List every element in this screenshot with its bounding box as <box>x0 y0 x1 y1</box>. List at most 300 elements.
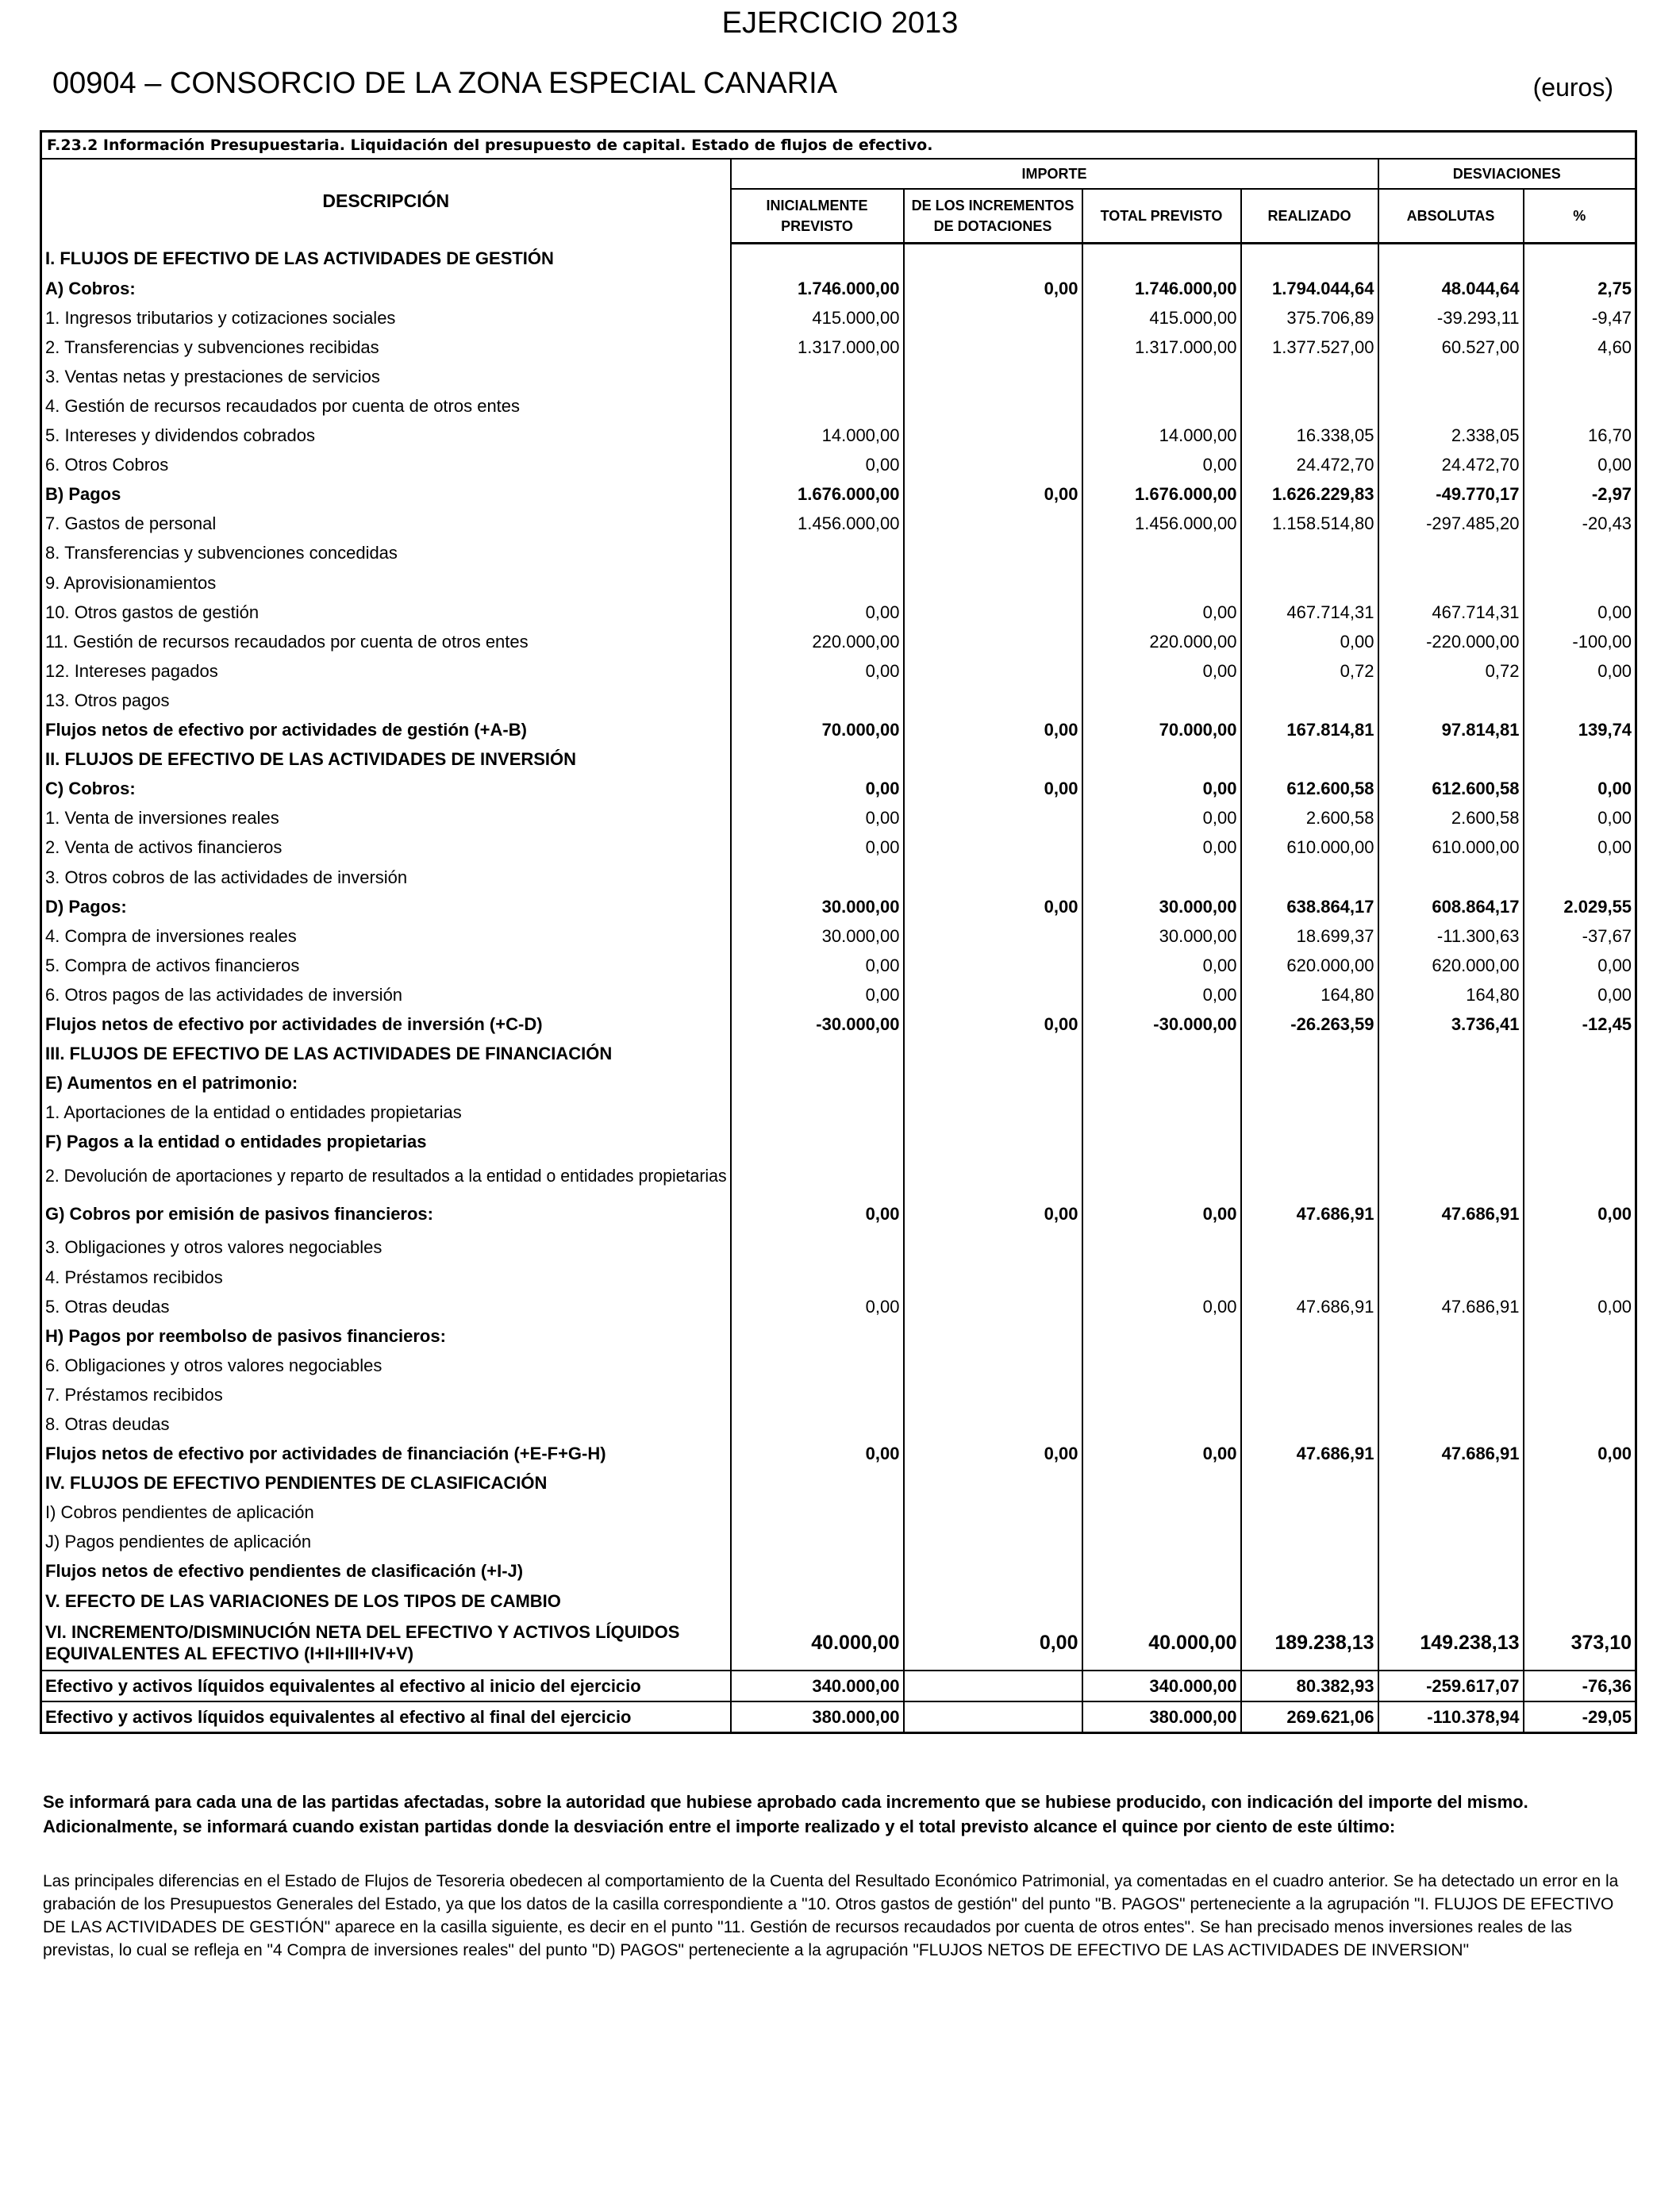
cell-inicial <box>731 1128 904 1157</box>
cell-inicial: 0,00 <box>731 451 904 480</box>
cell-realizado: 638.864,17 <box>1241 892 1378 921</box>
cell-inicial <box>731 1157 904 1195</box>
row-description: 6. Otros Cobros <box>41 451 731 480</box>
row-description: 7. Gastos de personal <box>41 509 731 539</box>
table-row <box>41 598 1636 627</box>
cell-inicial: 0,00 <box>731 833 904 863</box>
cell-incrementos <box>904 951 1082 980</box>
row-description: 5. Intereses y dividendos cobrados <box>41 421 731 451</box>
table-row <box>41 1233 1636 1263</box>
row-description: 1. Venta de inversiones reales <box>41 804 731 833</box>
cell-realizado: 1.377.527,00 <box>1241 333 1378 362</box>
table-row <box>41 1157 1636 1195</box>
cell-inicial: 380.000,00 <box>731 1701 904 1733</box>
cell-incrementos <box>904 1498 1082 1528</box>
cell-pct: 0,00 <box>1524 833 1636 863</box>
cell-inicial <box>731 1040 904 1069</box>
cell-inicial <box>731 1263 904 1292</box>
table-row <box>41 509 1636 539</box>
cell-pct <box>1524 1157 1636 1195</box>
cell-incrementos <box>904 863 1082 892</box>
cell-realizado: -26.263,59 <box>1241 1009 1378 1039</box>
cell-absolutas: -39.293,11 <box>1378 303 1524 333</box>
cell-absolutas: 620.000,00 <box>1378 951 1524 980</box>
table-row <box>41 362 1636 391</box>
cell-pct <box>1524 1586 1636 1616</box>
cell-total <box>1082 1351 1241 1380</box>
table-row <box>41 745 1636 775</box>
cell-incrementos <box>904 509 1082 539</box>
cell-pct: 0,00 <box>1524 1195 1636 1233</box>
cell-pct: 2.029,55 <box>1524 892 1636 921</box>
cell-realizado <box>1241 391 1378 421</box>
row-description: 3. Otros cobros de las actividades de inversión <box>41 863 731 892</box>
cell-absolutas: -259.617,07 <box>1378 1671 1524 1701</box>
row-description: 3. Ventas netas y prestaciones de servicios <box>41 362 731 391</box>
cell-realizado <box>1241 1557 1378 1586</box>
cell-absolutas <box>1378 1157 1524 1195</box>
row-description: G) Cobros por emisión de pasivos financieros: <box>41 1195 731 1233</box>
cell-inicial <box>731 539 904 568</box>
row-description: 11. Gestión de recursos recaudados por cuenta de otros entes <box>41 627 731 656</box>
cell-incrementos <box>904 1292 1082 1321</box>
cell-realizado <box>1241 686 1378 715</box>
cell-realizado: 47.686,91 <box>1241 1292 1378 1321</box>
cell-realizado: 167.814,81 <box>1241 716 1378 745</box>
cell-inicial <box>731 1098 904 1128</box>
cell-incrementos: 0,00 <box>904 480 1082 509</box>
cell-realizado <box>1241 1586 1378 1616</box>
cell-total: 0,00 <box>1082 980 1241 1009</box>
cell-inicial: 0,00 <box>731 656 904 686</box>
cell-incrementos <box>904 1069 1082 1098</box>
table-row <box>41 244 1636 275</box>
cell-incrementos: 0,00 <box>904 775 1082 804</box>
row-description: 6. Otros pagos de las actividades de inversión <box>41 980 731 1009</box>
cell-absolutas <box>1378 1409 1524 1439</box>
cell-absolutas: 0,72 <box>1378 656 1524 686</box>
cell-realizado <box>1241 1233 1378 1263</box>
cell-realizado <box>1241 568 1378 598</box>
cell-total <box>1082 1128 1241 1157</box>
cell-absolutas: -110.378,94 <box>1378 1701 1524 1733</box>
cell-total: 0,00 <box>1082 833 1241 863</box>
cell-realizado: 610.000,00 <box>1241 833 1378 863</box>
table-row <box>41 980 1636 1009</box>
cell-pct <box>1524 244 1636 275</box>
table-row <box>41 951 1636 980</box>
cell-total <box>1082 1069 1241 1098</box>
cell-incrementos <box>904 303 1082 333</box>
cell-pct: 0,00 <box>1524 1440 1636 1469</box>
cell-absolutas <box>1378 1528 1524 1557</box>
cell-total <box>1082 686 1241 715</box>
cell-absolutas: -297.485,20 <box>1378 509 1524 539</box>
cell-absolutas <box>1378 863 1524 892</box>
row-description: H) Pagos por reembolso de pasivos financieros: <box>41 1321 731 1351</box>
cell-realizado: 2.600,58 <box>1241 804 1378 833</box>
cell-inicial: 0,00 <box>731 1195 904 1233</box>
table-row <box>41 1671 1636 1701</box>
table-row <box>41 451 1636 480</box>
row-description: Efectivo y activos líquidos equivalentes al efectivo al inicio del ejercicio <box>41 1671 731 1701</box>
row-description: 1. Aportaciones de la entidad o entidades propietarias <box>41 1098 731 1128</box>
cell-total: 0,00 <box>1082 598 1241 627</box>
row-description: 4. Gestión de recursos recaudados por cuenta de otros entes <box>41 391 731 421</box>
cell-realizado <box>1241 745 1378 775</box>
row-description: VI. INCREMENTO/DISMINUCIÓN NETA DEL EFECTIVO Y ACTIVOS LÍQUIDOS EQUIVALENTES AL EFECTIVO (I+II+III+IV+V) <box>41 1616 731 1671</box>
cell-incrementos <box>904 921 1082 951</box>
cell-total: 1.317.000,00 <box>1082 333 1241 362</box>
cell-pct: 0,00 <box>1524 656 1636 686</box>
cell-absolutas <box>1378 244 1524 275</box>
cell-total <box>1082 1263 1241 1292</box>
table-row <box>41 833 1636 863</box>
cell-total <box>1082 745 1241 775</box>
cell-realizado <box>1241 539 1378 568</box>
cell-realizado <box>1241 1157 1378 1195</box>
cell-inicial <box>731 1498 904 1528</box>
table-row <box>41 480 1636 509</box>
cell-pct <box>1524 863 1636 892</box>
currency-units: (euros) <box>1532 73 1613 102</box>
row-description: F) Pagos a la entidad o entidades propietarias <box>41 1128 731 1157</box>
cell-incrementos <box>904 1040 1082 1069</box>
cell-pct: -29,05 <box>1524 1701 1636 1733</box>
cell-realizado: 1.158.514,80 <box>1241 509 1378 539</box>
cell-absolutas: 97.814,81 <box>1378 716 1524 745</box>
cell-total: 220.000,00 <box>1082 627 1241 656</box>
cell-total: 0,00 <box>1082 451 1241 480</box>
col-percent: % <box>1524 189 1636 244</box>
cell-absolutas <box>1378 1098 1524 1128</box>
table-row <box>41 539 1636 568</box>
cell-realizado <box>1241 1528 1378 1557</box>
cell-realizado: 620.000,00 <box>1241 951 1378 980</box>
table-row <box>41 1380 1636 1409</box>
cell-inicial <box>731 244 904 275</box>
table-row <box>41 775 1636 804</box>
row-description: 4. Compra de inversiones reales <box>41 921 731 951</box>
row-description: 8. Otras deudas <box>41 1409 731 1439</box>
cell-absolutas <box>1378 1069 1524 1098</box>
cell-total <box>1082 539 1241 568</box>
document-title: EJERCICIO 2013 <box>721 6 959 40</box>
table-row <box>41 1409 1636 1439</box>
row-description: 2. Devolución de aportaciones y reparto de resultados a la entidad o entidades propietarias <box>41 1157 731 1195</box>
cell-realizado <box>1241 1380 1378 1409</box>
row-description: IV. FLUJOS DE EFECTIVO PENDIENTES DE CLASIFICACIÓN <box>41 1469 731 1498</box>
row-description: Flujos netos de efectivo por actividades de inversión (+C-D) <box>41 1009 731 1039</box>
cell-inicial: 30.000,00 <box>731 921 904 951</box>
cell-realizado: 189.238,13 <box>1241 1616 1378 1671</box>
cell-incrementos <box>904 1586 1082 1616</box>
cell-total <box>1082 1528 1241 1557</box>
cell-absolutas <box>1378 539 1524 568</box>
cell-total <box>1082 1498 1241 1528</box>
cell-pct <box>1524 1128 1636 1157</box>
cell-total <box>1082 1409 1241 1439</box>
cell-realizado: 18.699,37 <box>1241 921 1378 951</box>
cell-pct: 0,00 <box>1524 951 1636 980</box>
cell-total <box>1082 244 1241 275</box>
table-row <box>41 1263 1636 1292</box>
table-row <box>41 1040 1636 1069</box>
row-description: 4. Préstamos recibidos <box>41 1263 731 1292</box>
cell-inicial <box>731 1380 904 1409</box>
table-row <box>41 1009 1636 1039</box>
table-row <box>41 1128 1636 1157</box>
cell-incrementos: 0,00 <box>904 1616 1082 1671</box>
row-description: 2. Venta de activos financieros <box>41 833 731 863</box>
cell-pct <box>1524 1380 1636 1409</box>
cell-total: 340.000,00 <box>1082 1671 1241 1701</box>
row-description: 6. Obligaciones y otros valores negociables <box>41 1351 731 1380</box>
row-description: 1. Ingresos tributarios y cotizaciones sociales <box>41 303 731 333</box>
cell-inicial <box>731 1528 904 1557</box>
cell-realizado <box>1241 1469 1378 1498</box>
cell-realizado <box>1241 1128 1378 1157</box>
cell-inicial <box>731 1321 904 1351</box>
col-incrementos-dotaciones: DE LOS INCREMENTOS DE DOTACIONES <box>904 189 1082 244</box>
cell-pct: -9,47 <box>1524 303 1636 333</box>
cell-absolutas: 60.527,00 <box>1378 333 1524 362</box>
cell-pct: 2,75 <box>1524 274 1636 303</box>
cell-incrementos <box>904 1557 1082 1586</box>
cell-inicial: 1.317.000,00 <box>731 333 904 362</box>
cell-total: 0,00 <box>1082 1195 1241 1233</box>
cell-total <box>1082 863 1241 892</box>
row-description: I. FLUJOS DE EFECTIVO DE LAS ACTIVIDADES DE GESTIÓN <box>41 244 731 275</box>
cell-realizado <box>1241 1409 1378 1439</box>
cell-incrementos <box>904 451 1082 480</box>
table-row <box>41 686 1636 715</box>
cell-total <box>1082 1040 1241 1069</box>
cell-incrementos <box>904 598 1082 627</box>
table-row <box>41 656 1636 686</box>
row-description: Flujos netos de efectivo por actividades de gestión (+A-B) <box>41 716 731 745</box>
cell-realizado: 1.794.044,64 <box>1241 274 1378 303</box>
table-row <box>41 303 1636 333</box>
cell-inicial: 30.000,00 <box>731 892 904 921</box>
disclosure-note: Se informará para cada una de las partidas afectadas, sobre la autoridad que hubiese aprobado cada incremento que se hubiese producido, con indicación del importe del mismo. Adicionalmente, se informará cuando existan partidas donde la desviación entre el importe realizado y el total previsto alcance el quince por ciento de este último: <box>43 1792 1528 1836</box>
cell-incrementos <box>904 391 1082 421</box>
row-description: III. FLUJOS DE EFECTIVO DE LAS ACTIVIDADES DE FINANCIACIÓN <box>41 1040 731 1069</box>
row-description: 13. Otros pagos <box>41 686 731 715</box>
cell-pct: 0,00 <box>1524 1292 1636 1321</box>
cell-pct: -100,00 <box>1524 627 1636 656</box>
cell-pct <box>1524 1528 1636 1557</box>
cell-total: 30.000,00 <box>1082 921 1241 951</box>
table-row <box>41 1321 1636 1351</box>
cell-inicial: 415.000,00 <box>731 303 904 333</box>
table-row <box>41 1469 1636 1498</box>
row-description: D) Pagos: <box>41 892 731 921</box>
cell-pct: 0,00 <box>1524 598 1636 627</box>
cell-total: 380.000,00 <box>1082 1701 1241 1733</box>
row-description: 5. Compra de activos financieros <box>41 951 731 980</box>
table-row <box>41 716 1636 745</box>
row-description: 8. Transferencias y subvenciones concedidas <box>41 539 731 568</box>
cell-absolutas <box>1378 1380 1524 1409</box>
row-description: E) Aumentos en el patrimonio: <box>41 1069 731 1098</box>
cell-realizado <box>1241 244 1378 275</box>
cell-total: 0,00 <box>1082 1292 1241 1321</box>
cell-pct: 0,00 <box>1524 451 1636 480</box>
cell-inicial <box>731 1069 904 1098</box>
table-row <box>41 804 1636 833</box>
cell-absolutas: 47.686,91 <box>1378 1195 1524 1233</box>
cell-absolutas: 608.864,17 <box>1378 892 1524 921</box>
cell-absolutas: 47.686,91 <box>1378 1292 1524 1321</box>
cell-inicial: 0,00 <box>731 804 904 833</box>
cell-pct <box>1524 362 1636 391</box>
cell-incrementos <box>904 333 1082 362</box>
cell-absolutas: 48.044,64 <box>1378 274 1524 303</box>
cell-realizado <box>1241 1069 1378 1098</box>
cell-pct: -2,97 <box>1524 480 1636 509</box>
cell-pct: -20,43 <box>1524 509 1636 539</box>
cell-realizado: 47.686,91 <box>1241 1440 1378 1469</box>
cell-pct <box>1524 686 1636 715</box>
cell-realizado <box>1241 1351 1378 1380</box>
cell-absolutas: 47.686,91 <box>1378 1440 1524 1469</box>
cell-realizado: 24.472,70 <box>1241 451 1378 480</box>
cell-total: 0,00 <box>1082 656 1241 686</box>
explanatory-note: Las principales diferencias en el Estado de Flujos de Tesoreria obedecen al comportamiento de la Cuenta del Resultado Económico Patrimonial, ya comentadas en el cuadro anterior. Se ha detectado un error en la grabación de los Presupuestos Generales del Estado, ya que los datos de la casilla correspondiente a "10. Otros gastos de gestión" del punto "B. PAGOS" perteneciente a la agrupación "I. FLUJOS DE EFECTIVO DE LAS ACTIVIDADES DE GESTIÓN" aparece en la casilla siguiente, es decir en el punto "11. Gestión de recursos recaudados por cuenta de otros entes". Se han precisado menos inversiones reales de las previstas, lo cual se refleja en "4 Compra de inversiones reales" del punto "D) PAGOS" perteneciente a la agrupación "FLUJOS NETOS DE EFECTIVO DE LAS ACTIVIDADES DE INVERSION" <box>43 1872 1619 1959</box>
table-row <box>41 1440 1636 1469</box>
cell-absolutas: 610.000,00 <box>1378 833 1524 863</box>
cell-total: 0,00 <box>1082 775 1241 804</box>
row-description: 10. Otros gastos de gestión <box>41 598 731 627</box>
cell-absolutas: 24.472,70 <box>1378 451 1524 480</box>
cell-inicial <box>731 686 904 715</box>
cell-absolutas: 149.238,13 <box>1378 1616 1524 1671</box>
cell-realizado: 0,72 <box>1241 656 1378 686</box>
cell-total: 30.000,00 <box>1082 892 1241 921</box>
cell-realizado <box>1241 1263 1378 1292</box>
cell-pct <box>1524 1040 1636 1069</box>
cell-absolutas <box>1378 391 1524 421</box>
cell-pct <box>1524 745 1636 775</box>
cell-total: 1.456.000,00 <box>1082 509 1241 539</box>
cell-pct <box>1524 1263 1636 1292</box>
cell-pct <box>1524 1409 1636 1439</box>
cell-inicial <box>731 1409 904 1439</box>
table-row <box>41 627 1636 656</box>
row-description: I) Cobros pendientes de aplicación <box>41 1498 731 1528</box>
table-body <box>41 244 1636 1733</box>
cell-absolutas <box>1378 686 1524 715</box>
cell-pct: 139,74 <box>1524 716 1636 745</box>
table-row <box>41 421 1636 451</box>
row-description: 5. Otras deudas <box>41 1292 731 1321</box>
cell-pct <box>1524 391 1636 421</box>
cell-realizado: 164,80 <box>1241 980 1378 1009</box>
desviaciones-group-header: DESVIACIONES <box>1378 159 1636 189</box>
cell-incrementos <box>904 745 1082 775</box>
cell-pct <box>1524 1069 1636 1098</box>
cell-realizado: 1.626.229,83 <box>1241 480 1378 509</box>
cell-realizado <box>1241 1098 1378 1128</box>
cell-pct <box>1524 1498 1636 1528</box>
cell-incrementos <box>904 1701 1082 1733</box>
cell-total: 70.000,00 <box>1082 716 1241 745</box>
cell-absolutas: 2.338,05 <box>1378 421 1524 451</box>
cell-pct: 16,70 <box>1524 421 1636 451</box>
cell-realizado <box>1241 863 1378 892</box>
cell-incrementos <box>904 1321 1082 1351</box>
cell-absolutas: -11.300,63 <box>1378 921 1524 951</box>
cell-pct <box>1524 539 1636 568</box>
cell-total <box>1082 1557 1241 1586</box>
cell-incrementos <box>904 1409 1082 1439</box>
table-row <box>41 333 1636 362</box>
cell-incrementos <box>904 1528 1082 1557</box>
cell-total <box>1082 1157 1241 1195</box>
cell-inicial: 0,00 <box>731 951 904 980</box>
cell-incrementos <box>904 244 1082 275</box>
cell-pct <box>1524 568 1636 598</box>
table-row <box>41 1557 1636 1586</box>
cell-absolutas: -49.770,17 <box>1378 480 1524 509</box>
cell-total <box>1082 568 1241 598</box>
cell-incrementos: 0,00 <box>904 1195 1082 1233</box>
cell-absolutas <box>1378 1263 1524 1292</box>
cell-pct: -12,45 <box>1524 1009 1636 1039</box>
cell-pct <box>1524 1351 1636 1380</box>
cell-incrementos <box>904 1380 1082 1409</box>
description-header: DESCRIPCIÓN <box>41 159 731 244</box>
cell-pct: 0,00 <box>1524 980 1636 1009</box>
table-row <box>41 863 1636 892</box>
table-row <box>41 1195 1636 1233</box>
cell-total <box>1082 1233 1241 1263</box>
cell-inicial: 0,00 <box>731 1292 904 1321</box>
cell-incrementos <box>904 1098 1082 1128</box>
cell-inicial <box>731 745 904 775</box>
cell-absolutas <box>1378 1128 1524 1157</box>
cell-incrementos <box>904 1351 1082 1380</box>
table-row <box>41 1616 1636 1671</box>
cell-absolutas: -220.000,00 <box>1378 627 1524 656</box>
cell-inicial <box>731 568 904 598</box>
cell-inicial <box>731 1469 904 1498</box>
row-description: 9. Aprovisionamientos <box>41 568 731 598</box>
cell-incrementos <box>904 1469 1082 1498</box>
cell-realizado: 375.706,89 <box>1241 303 1378 333</box>
cell-realizado <box>1241 1498 1378 1528</box>
cell-realizado <box>1241 1040 1378 1069</box>
row-description: A) Cobros: <box>41 274 731 303</box>
row-description: 12. Intereses pagados <box>41 656 731 686</box>
cell-absolutas <box>1378 1321 1524 1351</box>
cell-realizado: 16.338,05 <box>1241 421 1378 451</box>
cell-pct <box>1524 1233 1636 1263</box>
cell-inicial: 0,00 <box>731 775 904 804</box>
cell-incrementos <box>904 539 1082 568</box>
cell-realizado: 0,00 <box>1241 627 1378 656</box>
cell-realizado: 80.382,93 <box>1241 1671 1378 1701</box>
cell-realizado <box>1241 1321 1378 1351</box>
table-row <box>41 892 1636 921</box>
cell-total <box>1082 1469 1241 1498</box>
cell-total <box>1082 391 1241 421</box>
cell-realizado: 612.600,58 <box>1241 775 1378 804</box>
cell-total: 14.000,00 <box>1082 421 1241 451</box>
cell-total: 1.676.000,00 <box>1082 480 1241 509</box>
row-description: 2. Transferencias y subvenciones recibidas <box>41 333 731 362</box>
